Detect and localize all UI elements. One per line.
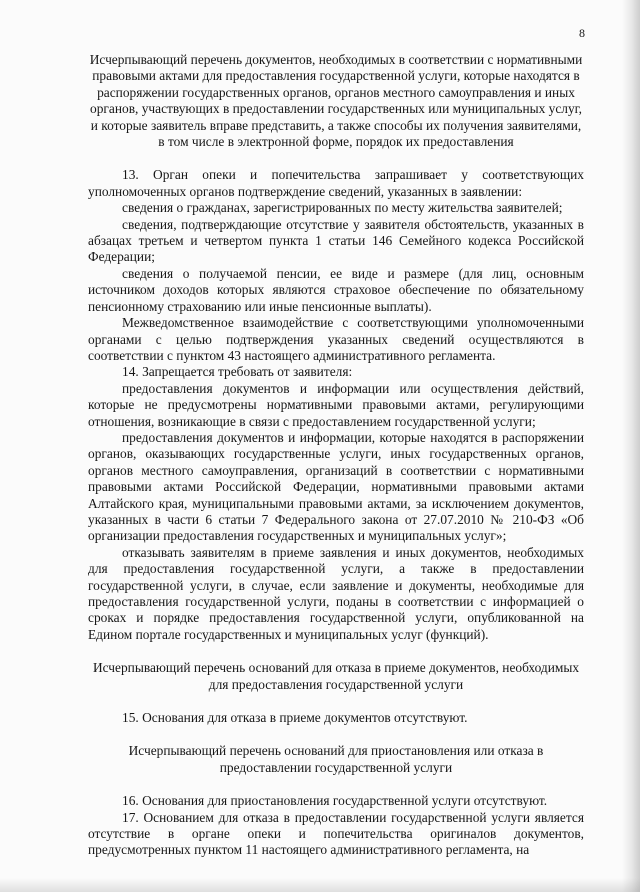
paragraph-14-item-refusal: отказывать заявителям в приеме заявления и иных документов, необходимых для предоставления государственной услуги, а также в предоставлении государственной услуги, в случае, если заявление и документы, необходимые для предоставления государственной услуги, поданы в соответствии с информацией о сроках и порядке предоставления государственной услуги, опубликованной на Едином портале государственных и муниципальных услуг (функций). bbox=[88, 544, 584, 642]
section-heading-suspension: Исчерпывающий перечень оснований для приостановления или отказа в предоставлении государственной услуги bbox=[128, 743, 544, 775]
paragraph-14: 14. Запрещается требовать от заявителя: bbox=[122, 364, 353, 380]
document-body bbox=[88, 52, 584, 859]
page-number: 8 bbox=[579, 26, 585, 40]
section-heading-documents: Исчерпывающий перечень документов, необходимых в соответствии с нормативными правовыми актами для предоставления государственной услуги, которые находятся в распоряжении государственных органов, органов местного самоуправления и иных органов, участвующих в предоставлении государственных или муниципальных услуг, и которые заявитель вправе представить, а также способы их получения заявителями, в том числе в электронной форме, порядок их предоставления bbox=[89, 52, 583, 150]
paragraph-interagency: Межведомственное взаимодействие с соответствующими уполномоченными органами с целью подтверждения указанных сведений осуществляются в соответствии с пунктом 43 настоящего административного регламента. bbox=[88, 315, 584, 363]
scan-shadow-bottom bbox=[0, 878, 640, 892]
spacer bbox=[88, 726, 584, 743]
spacer bbox=[88, 643, 584, 660]
paragraph-13-item-residents: сведения о гражданах, зарегистрированных по месту жительства заявителей; bbox=[122, 200, 563, 216]
paragraph-13-item-pension: сведения о получаемой пенсии, ее виде и размере (для лиц, основным источником доходов которых являются страховое обеспечение по обязательному пенсионному страхованию или иные пенсионные выплаты). bbox=[88, 265, 584, 314]
paragraph-14-item-documents: предоставления документов и информации, которые находятся в распоряжении органов, оказывающих государственные услуги, иных государственных органов, органов местного самоуправления, организаций в соответствии с нормативными правовыми актами Российской Федерации, нормативными правовыми актами Алтайского края, муниципальными правовыми актами, за исключением документов, указанных в части 6 статьи 7 Федерального закона от 27.07.2010 № 210-ФЗ «Об организации предоставления государственных и муниципальных услуг»; bbox=[88, 429, 584, 544]
paragraph-15: 15. Основания для отказа в приеме документов отсутствуют. bbox=[122, 710, 468, 726]
paragraph-13-item-circumstances: сведения, подтверждающие отсутствие у заявителя обстоятельств, указанных в абзацах третьем и четвертом пункта 1 статьи 146 Семейного кодекса Российской Федерации; bbox=[88, 216, 584, 265]
paragraph-14-item-actions: предоставления документов и информации или осуществления действий, которые не предусмотрены нормативными правовыми актами, регулирующими отношения, возникающие в связи с предоставлением государственной услуги; bbox=[88, 380, 584, 429]
scan-shadow-right bbox=[622, 0, 640, 892]
paragraph-13: 13. Орган опеки и попечительства запрашивает у соответствующих уполномоченных органов подтверждение сведений, указанных в заявлении: bbox=[88, 167, 584, 199]
paragraph-17: 17. Основанием для отказа в предоставлении государственной услуги является отсутствие в органе опеки и попечительства оригиналов документов, предусмотренных пунктом 11 настоящего административного регламента, на bbox=[88, 809, 584, 858]
section-heading-refusal-acceptance: Исчерпывающий перечень оснований для отказа в приеме документов, необходимых для предоставления государственной услуги bbox=[92, 660, 580, 692]
paragraph-16: 16. Основания для приостановления государственной услуги отсутствуют. bbox=[122, 793, 548, 809]
